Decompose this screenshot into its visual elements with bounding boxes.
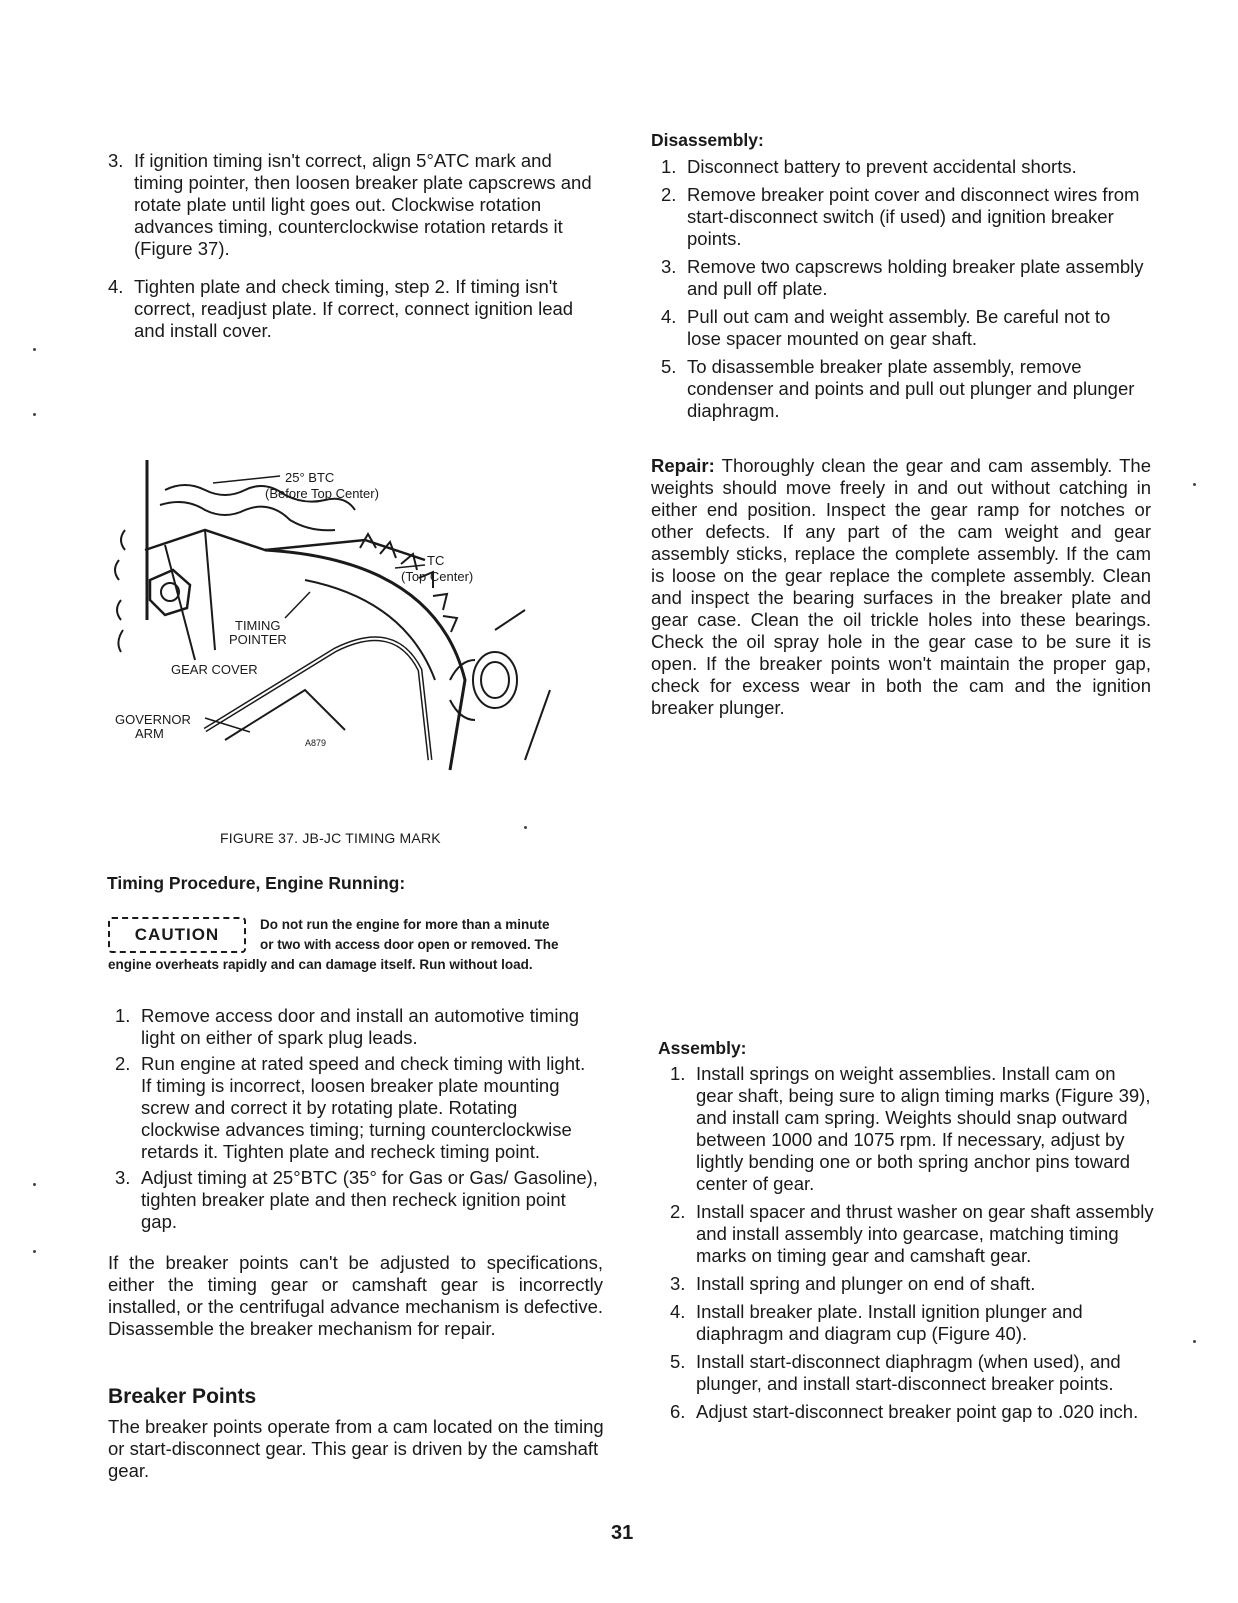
assembly-steps: [670, 1063, 1155, 1429]
repair-label: Repair:: [651, 455, 715, 476]
list-number: 6.: [670, 1401, 686, 1422]
list-number: 3.: [108, 150, 124, 171]
list-item: [670, 1401, 1155, 1423]
list-text: Remove two capscrews holding breaker plate assembly and pull off plate.: [687, 256, 1144, 299]
label-tc-sub: (Top Center): [401, 569, 474, 584]
list-item: [670, 1301, 1155, 1345]
left-top-steps: [108, 150, 593, 350]
repair-text: Thoroughly clean the gear and cam assembly. The weights should move freely in and out without catching in either end position. Inspect the gear ramp for notches or other defects. If any part of the cam weight and gear assembly sticks, replace the complete assembly. If the cam is loose on the gear replace the complete assembly. Clean and inspect the bearing surfaces in the breaker plate and gear case. Clean the oil trickle holes into these bearings. Check the oil spray hole in the gear case to be sure it is open. If the breaker points won't maintain the proper gap, check for excess wear in both the cam and the ignition breaker plunger.: [651, 455, 1151, 718]
scan-speck: [33, 1250, 36, 1253]
list-item: [661, 356, 1146, 422]
breaker-repair-paragraph: If the breaker points can't be adjusted to specifications, either the timing gear or camshaft gear is incorrectly installed, or the centrifugal advance mechanism is defective. Disassemble the breaker mechanism for repair.: [108, 1252, 603, 1339]
list-text: Adjust start-disconnect breaker point gap to .020 inch.: [696, 1401, 1139, 1422]
list-text: Pull out cam and weight assembly. Be careful not to lose spacer mounted on gear shaft.: [687, 306, 1111, 349]
list-text: Run engine at rated speed and check timing with light. If timing is incorrect, loosen breaker plate mounting screw and correct it by rotating plate. Rotating clockwise advances timing; turning counterclockwise retards it. Tighten plate and recheck timing point.: [141, 1053, 586, 1162]
label-btc: 25° BTC: [285, 470, 335, 485]
label-arm: ARM: [135, 726, 164, 741]
list-text: If ignition timing isn't correct, align 5°ATC mark and timing pointer, then loosen breaker plate capscrews and rotate plate until light goes out. Clockwise rotation advances timing, counterclockwise rotation retards it (Figure 37).: [134, 150, 592, 259]
list-item: [670, 1063, 1155, 1195]
list-number: 2.: [670, 1201, 686, 1222]
disassembly-steps: [661, 156, 1146, 428]
list-text: Install springs on weight assemblies. Install cam on gear shaft, being sure to align timing marks (Figure 39), and install cam spring. Weights should snap outward between 1000 and 1075 rpm. If necessary, adjust by lightly bending one or both spring anchor pins toward center of gear.: [696, 1063, 1151, 1194]
scan-speck: [524, 826, 527, 829]
caution-line: or two with access door open or removed. The: [260, 937, 559, 952]
caution-badge: CAUTION: [108, 917, 246, 953]
list-number: 5.: [661, 356, 677, 377]
scan-speck: [1193, 1340, 1196, 1343]
breaker-points-heading: Breaker Points: [108, 1385, 257, 1408]
list-item: [115, 1167, 600, 1233]
list-item: [670, 1351, 1155, 1395]
scan-speck: [1193, 483, 1196, 486]
label-btc-sub: (Before Top Center): [265, 486, 379, 501]
list-number: 5.: [670, 1351, 686, 1372]
label-gear-cover: GEAR COVER: [171, 662, 258, 677]
list-text: Install start-disconnect diaphragm (when used), and plunger, and install start-disconnect breaker points.: [696, 1351, 1121, 1394]
list-number: 1.: [115, 1005, 131, 1026]
list-text: Install breaker plate. Install ignition plunger and diaphragm and diagram cup (Figure 40).: [696, 1301, 1083, 1344]
list-item: [115, 1005, 600, 1049]
timing-procedure-heading: Timing Procedure, Engine Running:: [107, 873, 406, 893]
list-item: [108, 276, 593, 342]
list-text: Tighten plate and check timing, step 2. If timing isn't correct, readjust plate. If correct, connect ignition lead and install cover.: [134, 276, 574, 341]
list-text: Remove breaker point cover and disconnect wires from start-disconnect switch (if used) and ignition breaker points.: [687, 184, 1140, 249]
list-item: [670, 1201, 1155, 1267]
timing-mark-figure: [105, 450, 575, 790]
scan-speck: [33, 413, 36, 416]
list-number: 2.: [661, 184, 677, 205]
timing-procedure-steps: [115, 1005, 600, 1237]
list-item: [661, 256, 1146, 300]
list-item: [670, 1273, 1155, 1295]
list-item: [661, 184, 1146, 250]
caution-line: engine overheats rapidly and can damage itself. Run without load.: [108, 957, 533, 972]
breaker-points-paragraph: The breaker points operate from a cam located on the timing or start-disconnect gear. This gear is driven by the camshaft gear.: [108, 1416, 604, 1481]
label-governor: GOVERNOR: [115, 712, 191, 727]
caution-line: Do not run the engine for more than a minute: [260, 917, 550, 932]
label-timing: TIMING: [235, 618, 281, 633]
list-text: Install spacer and thrust washer on gear shaft assembly and install assembly into gearcase, matching timing marks on timing gear and camshaft gear.: [696, 1201, 1154, 1266]
scan-speck: [33, 348, 36, 351]
list-text: To disassemble breaker plate assembly, remove condenser and points and pull out plunger and plunger diaphragm.: [687, 356, 1135, 421]
label-pointer: POINTER: [229, 632, 287, 647]
list-text: Adjust timing at 25°BTC (35° for Gas or Gas/ Gasoline), tighten breaker plate and then recheck ignition point gap.: [141, 1167, 598, 1232]
list-number: 3.: [670, 1273, 686, 1294]
figure-caption: FIGURE 37. JB-JC TIMING MARK: [220, 830, 441, 846]
list-number: 4.: [670, 1301, 686, 1322]
label-tc: TC: [427, 553, 445, 568]
list-item: [661, 156, 1146, 178]
label-figure-code: A879: [305, 738, 327, 748]
list-number: 4.: [108, 276, 124, 297]
list-text: Remove access door and install an automotive timing light on either of spark plug leads.: [141, 1005, 580, 1048]
list-number: 1.: [670, 1063, 686, 1084]
repair-paragraph: [651, 455, 1151, 719]
disassembly-heading: Disassembly:: [651, 130, 764, 150]
page-number: 31: [611, 1522, 634, 1544]
list-text: Install spring and plunger on end of shaft.: [696, 1273, 1036, 1294]
list-number: 1.: [661, 156, 677, 177]
list-item: [108, 150, 593, 260]
list-number: 3.: [661, 256, 677, 277]
list-text: Disconnect battery to prevent accidental shorts.: [687, 156, 1077, 177]
assembly-heading: Assembly:: [658, 1038, 747, 1058]
list-number: 2.: [115, 1053, 131, 1074]
list-item: [661, 306, 1146, 350]
list-item: [115, 1053, 600, 1163]
caution-block: [108, 915, 608, 975]
list-number: 3.: [115, 1167, 131, 1188]
list-number: 4.: [661, 306, 677, 327]
scan-speck: [33, 1183, 36, 1186]
